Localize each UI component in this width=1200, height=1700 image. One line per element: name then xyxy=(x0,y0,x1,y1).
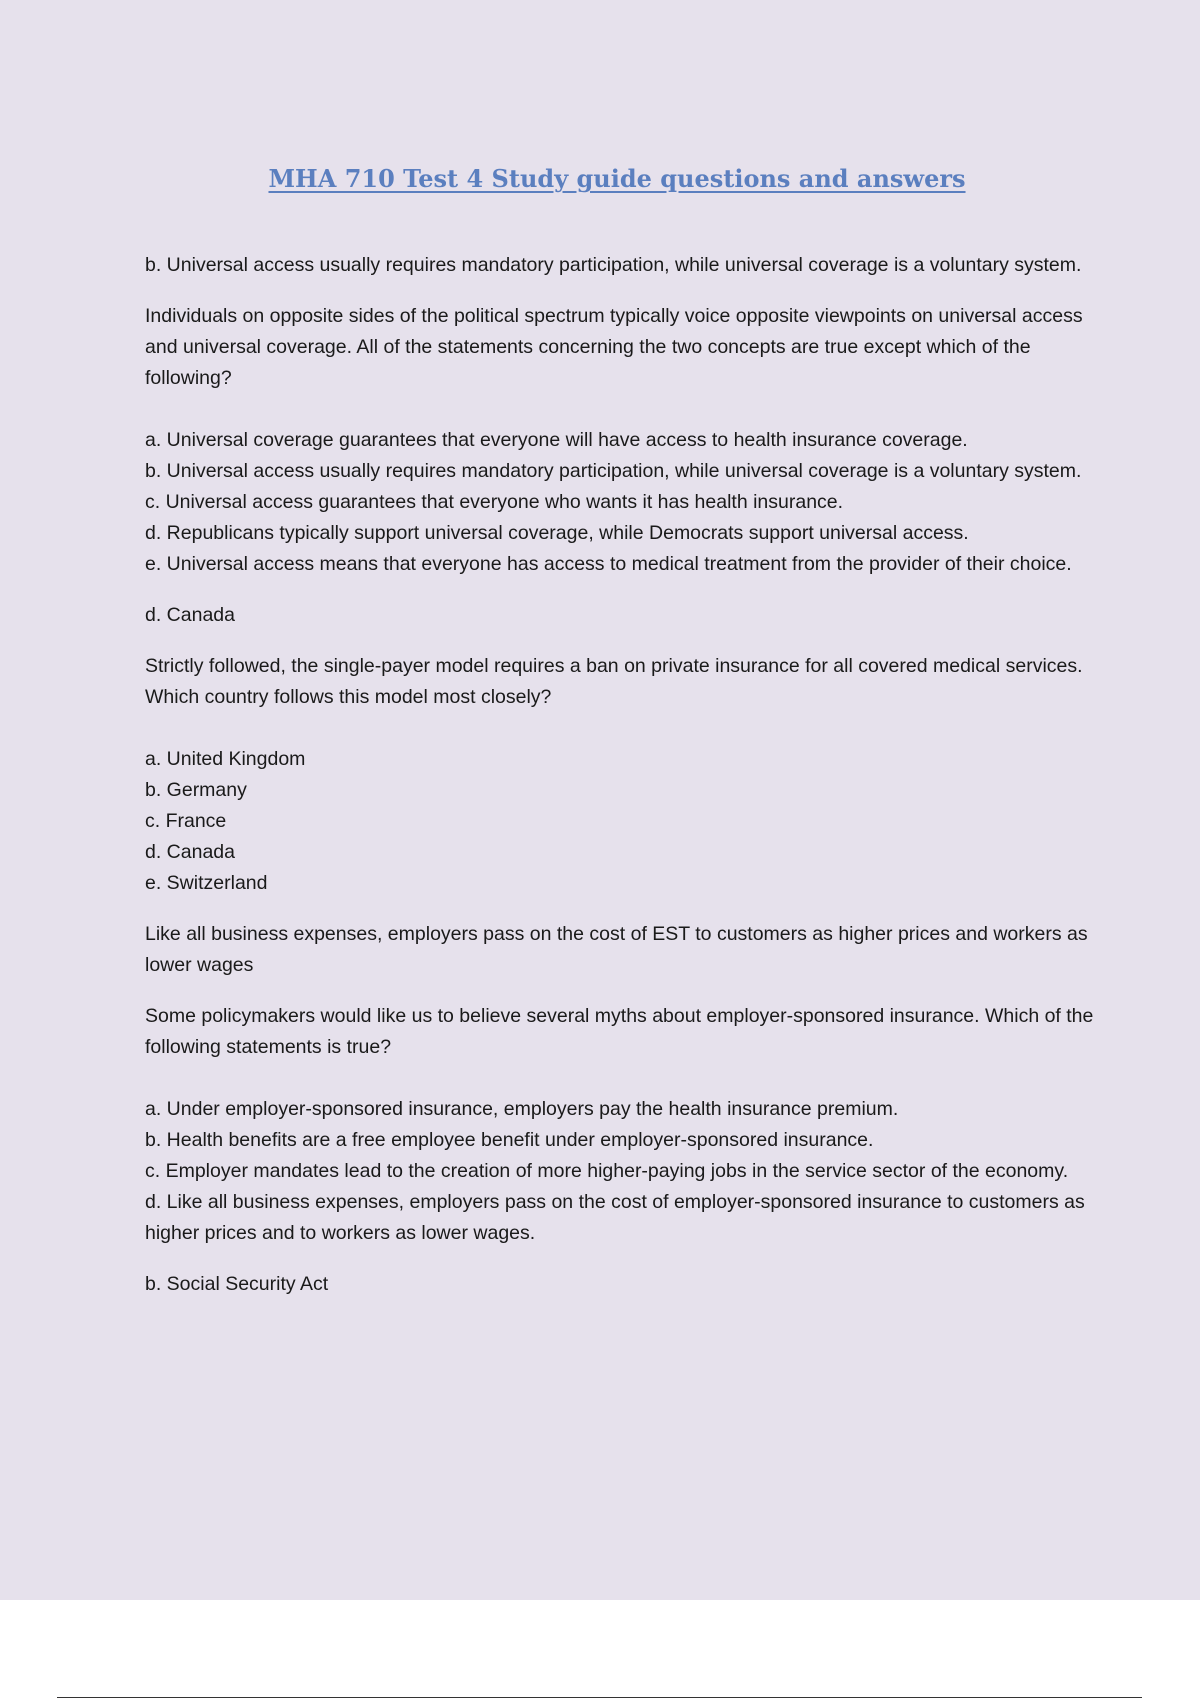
answer-option: e. Universal access means that everyone has access to medical treatment from the provider of their choice. xyxy=(145,553,1072,575)
answer-options-list xyxy=(145,425,1095,580)
answer-option: b. Universal access usually requires mandatory participation, while universal coverage is a voluntary system. xyxy=(145,460,1082,482)
answer-option: c. France xyxy=(145,810,227,832)
answer-option: a. Under employer-sponsored insurance, employers pay the health insurance premium. xyxy=(145,1098,899,1120)
answer-text: b. Social Security Act xyxy=(145,1273,329,1295)
answer-option: c. Universal access guarantees that everyone who wants it has health insurance. xyxy=(145,491,844,513)
answer-option: c. Employer mandates lead to the creation of more higher-paying jobs in the service sector of the economy. xyxy=(145,1160,1069,1182)
document-body xyxy=(145,250,1095,1320)
answer-option: e. Switzerland xyxy=(145,872,268,894)
footer-divider xyxy=(57,1697,1142,1698)
answer-option: d. Like all business expenses, employers pass on the cost of employer-sponsored insurance to customers as higher prices and to workers as lower wages. xyxy=(145,1191,1085,1244)
answer-option: d. Canada xyxy=(145,841,235,863)
question-text: Strictly followed, the single-payer model requires a ban on private insurance for all covered medical services. Which country follows this model most closely? xyxy=(145,655,1083,708)
question-text: Individuals on opposite sides of the political spectrum typically voice opposite viewpoints on universal access and universal coverage. All of the statements concerning the two concepts are true except which of the following? xyxy=(145,305,1083,389)
answer-options-list xyxy=(145,1094,1095,1249)
answer-text: Like all business expenses, employers pass on the cost of EST to customers as higher prices and workers as lower wages xyxy=(145,923,1088,976)
answer-option: a. Universal coverage guarantees that everyone will have access to health insurance coverage. xyxy=(145,429,968,451)
document-title: MHA 710 Test 4 Study guide questions and answers xyxy=(268,164,966,193)
question-text: Some policymakers would like us to believe several myths about employer-sponsored insurance. Which of the following statements is true? xyxy=(145,1005,1094,1058)
answer-text: b. Universal access usually requires mandatory participation, while universal coverage is a voluntary system. xyxy=(145,254,1082,276)
answer-option: a. United Kingdom xyxy=(145,748,306,770)
answer-option: d. Republicans typically support universal coverage, while Democrats support universal access. xyxy=(145,522,969,544)
answer-text: d. Canada xyxy=(145,604,235,626)
answer-option: b. Health benefits are a free employee benefit under employer-sponsored insurance. xyxy=(145,1129,874,1151)
answer-options-list xyxy=(145,744,1095,899)
answer-option: b. Germany xyxy=(145,779,247,801)
